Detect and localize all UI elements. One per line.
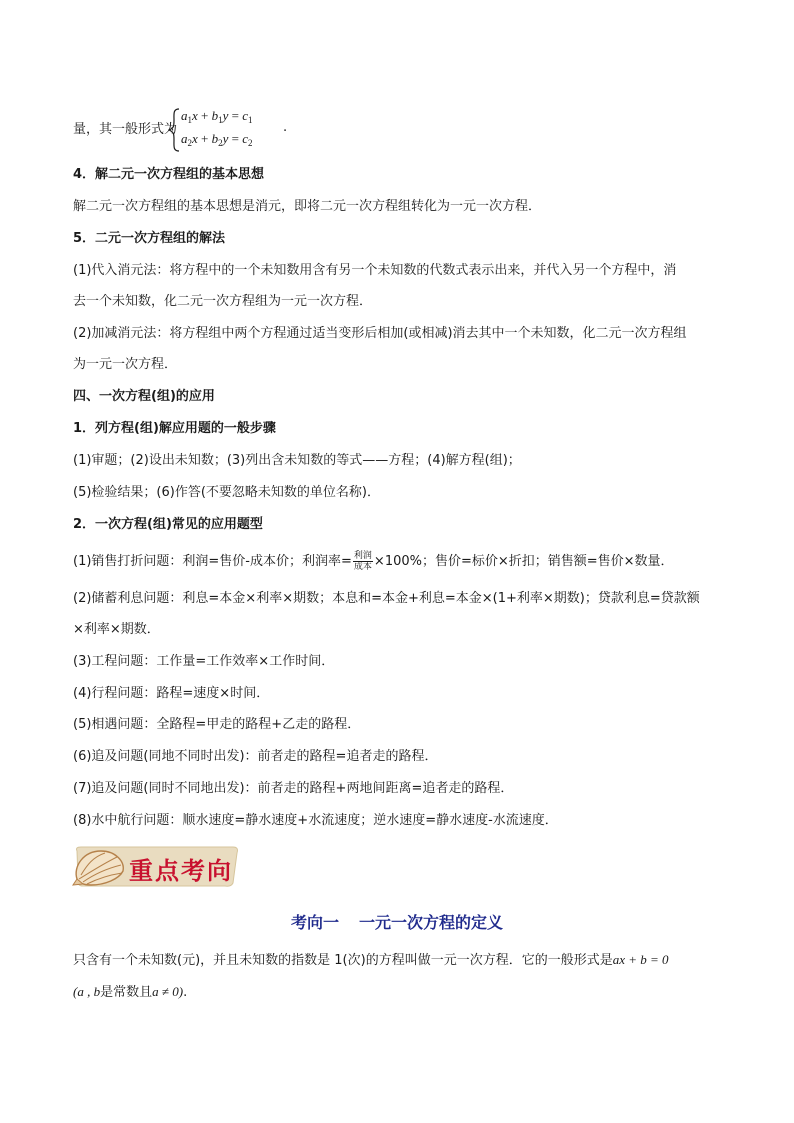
left-brace bbox=[168, 108, 180, 152]
part4-s2-item4: (4)行程问题：路程=速度×时间． bbox=[73, 686, 270, 701]
s4-heading: 4．解二元一次方程组的基本思想 bbox=[73, 167, 265, 182]
s5-p1-line2: 去一个未知数，化二元一次方程组为一元一次方程． bbox=[73, 294, 373, 309]
general-form-math: ax + b = 0 bbox=[612, 952, 669, 967]
section-title bbox=[0, 910, 794, 933]
section-label: 考向一 bbox=[290, 913, 339, 932]
banner-title: 重点考向 bbox=[129, 856, 233, 885]
profit-rate-fraction: $\frac{\text{利润}}{\text{成本}}$ bbox=[353, 551, 372, 572]
key-topics-banner bbox=[73, 843, 241, 889]
part4-s2-item2-line2: ×利率×期数． bbox=[73, 622, 160, 637]
system-lead-text: 量，其一般形式为 bbox=[73, 122, 178, 137]
part4-s1-heading: 1．列方程(组)解应用题的一般步骤 bbox=[73, 421, 276, 436]
part4-s2-heading: 2．一次方程(组)常见的应用题型 bbox=[73, 517, 263, 532]
part4-s2-item7: (7)追及问题(同时不同地出发)：前者走的路程+两地间距离=追者走的路程． bbox=[73, 781, 514, 796]
system-end-dot: . bbox=[283, 120, 288, 135]
part4-s1-line2: (5)检验结果；(6)作答(不要忽略未知数的单位名称)． bbox=[73, 485, 380, 500]
s5-p2-line1: (2)加减消元法：将方程组中两个方程通过适当变形后相加(或相减)消去其中一个未知数，化二元一次方程组 bbox=[73, 326, 687, 341]
equation-1: $a_1x + b_1y = c_1$ bbox=[181, 108, 253, 125]
part4-heading: 四、一次方程(组)的应用 bbox=[73, 389, 215, 404]
part4-s2-item3: (3)工程问题：工作量=工作效率×工作时间． bbox=[73, 654, 335, 669]
s5-p2-line2: 为一元一次方程． bbox=[73, 357, 178, 372]
part4-s1-line1: (1)审题；(2)设出未知数；(3)列出含未知数的等式——方程；(4)解方程(组)； bbox=[73, 453, 521, 468]
definition-line1: 只含有一个未知数(元)，并且未知数的指数是 1(次)的方程叫做一元一次方程．它的一般形式是ax + b = 0 bbox=[73, 952, 669, 968]
part4-s2-item1: (1)销售打折问题：利润=售价-成本价；利润率= $\frac{\text{利润}}{\text{成本}}$ ×100%；售价=标价×折扣；销售额=售价×数量． bbox=[73, 551, 674, 572]
part4-s2-item6: (6)追及问题(同地不同时出发)：前者走的路程=追者走的路程． bbox=[73, 749, 438, 764]
section-title-text: 一元一次方程的定义 bbox=[359, 913, 504, 932]
seashell-icon bbox=[71, 845, 129, 889]
equation-2: $a_2x + b_2y = c_2$ bbox=[181, 131, 253, 148]
definition-line2: (a , b是常数且a ≠ 0). bbox=[73, 984, 188, 1000]
part4-s2-item2-line1: (2)储蓄利息问题：利息=本金×利率×期数；本息和=本金+利息=本金×(1+利率×期数)；贷款利息=贷款额 bbox=[73, 591, 700, 606]
s5-heading: 5．二元一次方程组的解法 bbox=[73, 231, 226, 246]
s4-body: 解二元一次方程组的基本思想是消元，即将二元一次方程组转化为一元一次方程． bbox=[73, 199, 542, 214]
s5-p1-line1: (1)代入消元法：将方程中的一个未知数用含有另一个未知数的代数式表示出来，并代入另一个方程中，消 bbox=[73, 263, 677, 278]
part4-s2-item8: (8)水中航行问题：顺水速度=静水速度+水流速度；逆水速度=静水速度-水流速度． bbox=[73, 813, 558, 828]
part4-s2-item5: (5)相遇问题：全路程=甲走的路程+乙走的路程． bbox=[73, 717, 361, 732]
